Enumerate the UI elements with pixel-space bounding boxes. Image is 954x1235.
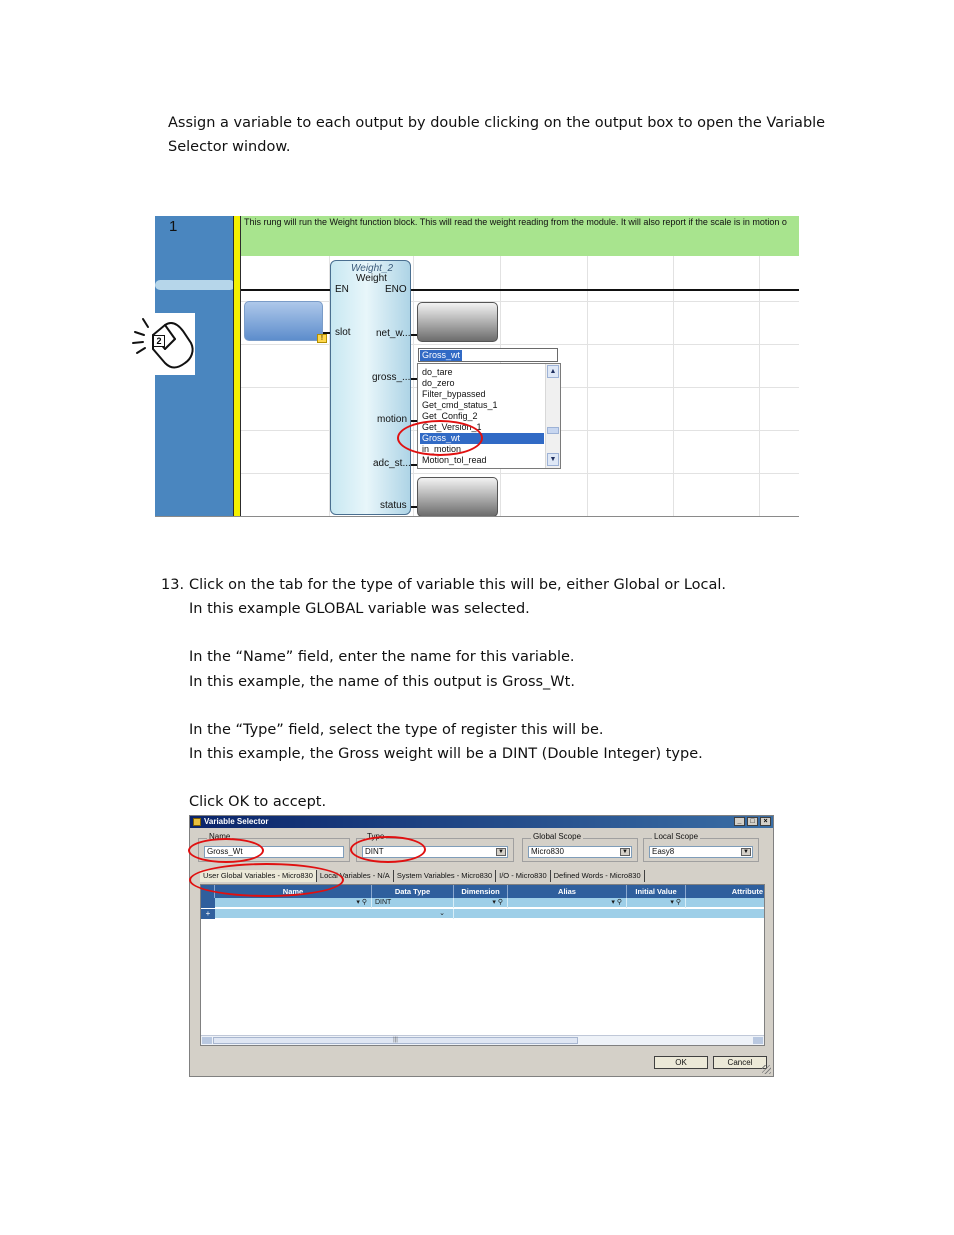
slot-input-box[interactable] — [244, 301, 323, 341]
pin-net-weight: net_w... — [376, 328, 411, 339]
app-icon — [193, 818, 201, 826]
tab-io[interactable]: I/O - Micro830 — [496, 870, 551, 882]
warning-icon: ! — [317, 334, 327, 343]
pin-status: status — [380, 500, 407, 511]
highlight-circle-name — [188, 838, 264, 863]
step-line-6: In this example, the Gross weight will be a DINT (Double Integer) type. — [189, 746, 703, 762]
horizontal-scrollbar[interactable] — [201, 1035, 764, 1045]
type-dropdown-icon[interactable]: ▼ — [496, 848, 506, 856]
window-title: Variable Selector — [204, 817, 269, 826]
pin-gross: gross_... — [372, 372, 411, 383]
local-scope-value: Easy8 — [652, 847, 675, 856]
window-titlebar[interactable] — [190, 816, 773, 828]
ok-button[interactable]: OK — [654, 1056, 708, 1069]
add-row-marker[interactable]: + — [201, 909, 215, 919]
initial-value-filter-icon[interactable]: ▾ ⚲ — [627, 898, 686, 908]
horizontal-scroll-thumb[interactable]: ||| — [213, 1037, 578, 1044]
highlight-circle-gross-wt — [397, 420, 483, 456]
rung-number: 1 — [169, 218, 178, 235]
power-rail — [233, 216, 241, 516]
type-label: Type — [367, 832, 385, 841]
column-dimension[interactable]: Dimension — [454, 885, 508, 898]
net-weight-output-box[interactable] — [417, 302, 498, 342]
dropdown-item[interactable]: Get_Version_1 — [422, 422, 482, 432]
scroll-right-icon[interactable] — [753, 1037, 763, 1044]
local-scope-group — [643, 832, 759, 862]
global-scope-dropdown-icon[interactable]: ▼ — [620, 848, 630, 856]
maximize-button[interactable]: □ — [747, 817, 758, 826]
resize-grip-icon[interactable] — [762, 1065, 771, 1074]
step-line-3: In the “Name” field, enter the name for this variable. — [189, 649, 575, 665]
pin-slot: slot — [335, 327, 351, 338]
column-initial-value[interactable]: Initial Value — [627, 885, 686, 898]
dropdown-scrollbar[interactable] — [545, 364, 560, 468]
intro-line-1: Assign a variable to each output by double clicking on the output box to open the Variable — [168, 115, 826, 131]
data-type-dropdown-icon[interactable]: ⌄ — [372, 909, 454, 919]
pin-eno: ENO — [385, 284, 407, 295]
scroll-down-icon[interactable]: ▼ — [547, 453, 559, 466]
data-type-cell[interactable]: DINT — [372, 898, 454, 908]
global-scope-label: Global Scope — [533, 832, 582, 841]
dropdown-item[interactable]: Filter_bypassed — [422, 389, 486, 399]
dropdown-item[interactable]: do_tare — [422, 367, 453, 377]
minimize-button[interactable]: _ — [734, 817, 745, 826]
tab-system-variables[interactable]: System Variables - Micro830 — [394, 870, 496, 882]
tab-local-variables[interactable]: Local Variables - N/A — [317, 870, 394, 882]
dropdown-item[interactable]: Motion_tol_read — [422, 455, 487, 465]
rung-comment: This rung will run the Weight function block. This will read the weight reading from the module. It will also report if the scale is in motion o — [241, 216, 799, 256]
tab-defined-words[interactable]: Defined Words - Micro830 — [551, 870, 645, 882]
name-label: Name — [209, 832, 231, 841]
block-type-name: Weight — [356, 273, 387, 284]
ladder-diagram-screenshot — [155, 216, 799, 517]
step-line-5: In the “Type” field, select the type of register this will be. — [189, 722, 604, 738]
local-scope-dropdown-icon[interactable]: ▼ — [741, 848, 751, 856]
scroll-up-icon[interactable]: ▲ — [547, 365, 559, 378]
dimension-filter-icon[interactable]: ▾ ⚲ — [454, 898, 508, 908]
pin-en: EN — [335, 284, 349, 295]
dropdown-item[interactable]: Get_cmd_status_1 — [422, 400, 498, 410]
dropdown-item[interactable]: in_motion — [422, 444, 462, 454]
local-scope-select[interactable] — [649, 846, 753, 858]
cancel-button[interactable]: Cancel — [713, 1056, 767, 1069]
status-output-box[interactable] — [417, 477, 498, 517]
column-alias[interactable]: Alias — [508, 885, 627, 898]
global-scope-value: Micro830 — [531, 847, 564, 856]
wire-en — [241, 289, 330, 291]
table-row-filter[interactable] — [201, 898, 764, 908]
step-line-2: In this example GLOBAL variable was selected. — [189, 601, 530, 617]
scroll-thumb[interactable] — [547, 427, 559, 434]
dropdown-item-selected[interactable]: Gross_wt — [420, 433, 544, 444]
name-filter-icon[interactable]: ▾ ⚲ — [215, 898, 372, 908]
scroll-left-icon[interactable] — [202, 1037, 212, 1044]
pin-adc-status: adc_st... — [373, 458, 411, 469]
dropdown-item[interactable]: do_zero — [422, 378, 455, 388]
variable-combo-input[interactable] — [418, 348, 558, 362]
column-data-type[interactable]: Data Type — [372, 885, 454, 898]
wire-eno — [411, 289, 799, 291]
block-instance-name: Weight_2 — [351, 263, 394, 274]
tab-user-global-variables[interactable]: User Global Variables - Micro830 — [200, 870, 317, 882]
column-attribute[interactable]: Attribute — [731, 887, 763, 896]
step-number: 13. — [161, 577, 185, 593]
variable-selector-window — [189, 815, 774, 1077]
alias-filter-icon[interactable]: ▾ ⚲ — [508, 898, 627, 908]
close-button[interactable]: × — [760, 817, 771, 826]
name-field[interactable]: Gross_Wt — [204, 846, 344, 858]
table-row-new[interactable] — [201, 909, 764, 919]
local-scope-label: Local Scope — [654, 832, 699, 841]
highlight-circle-type — [350, 836, 426, 863]
double-click-mouse-icon — [131, 313, 195, 375]
dropdown-item[interactable]: Get_Config_2 — [422, 411, 478, 421]
step-line-1: Click on the tab for the type of variable this will be, either Global or Local. — [189, 577, 727, 593]
rail-connection — [155, 280, 235, 290]
intro-line-2: Selector window. — [168, 139, 291, 155]
combo-value: Gross_wt — [422, 350, 461, 360]
step-line-7: Click OK to accept. — [189, 794, 327, 810]
weight-function-block[interactable] — [330, 260, 411, 515]
step-line-4: In this example, the name of this output is Gross_Wt. — [189, 674, 575, 690]
global-scope-select[interactable] — [528, 846, 632, 858]
variables-grid — [200, 884, 765, 1046]
double-click-count: 2 — [153, 335, 165, 347]
global-scope-group — [522, 832, 638, 862]
pin-motion: motion — [377, 414, 408, 425]
highlight-circle-global-tab — [189, 863, 344, 897]
type-value: DINT — [365, 847, 384, 856]
column-name[interactable]: Name — [215, 885, 372, 898]
